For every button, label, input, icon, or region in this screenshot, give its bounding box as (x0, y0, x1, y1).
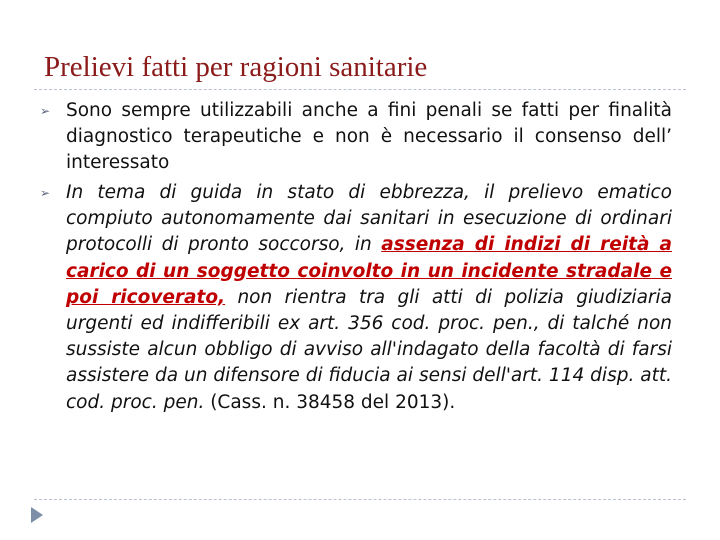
slide-title: Prelievi fatti per ragioni sanitarie (44, 51, 428, 83)
bullet-arrow-icon: ➢ (39, 186, 51, 200)
bullet-2-part-1: In tema di guida in stato di ebbrezza, il prelievo ematico compiuto autonomamente dai sanitari in esecuzione di ordinari protocolli di pronto soccorso, in (66, 182, 672, 256)
title-divider (34, 89, 686, 90)
nav-arrow-icon[interactable] (30, 506, 44, 524)
bullet-2-text (66, 180, 672, 416)
bullet-1-text: Sono sempre utilizzabili anche a fini penali se fatti per finalità diagnostico terapeutiche e non è necessario il consenso dell’ interessato (66, 100, 672, 173)
bullet-2-highlight: assenza di indizi di reità a carico di un soggetto coinvolto in un incidente stradale e poi ricoverato, (66, 234, 673, 308)
footer-divider (34, 499, 686, 500)
bullet-arrow-icon: ➢ (39, 104, 51, 118)
bullet-2-part-2: non rientra tra gli atti di polizia giudiziaria urgenti ed indifferibili ex art. 356 cod. proc. pen., di talché non sussiste alcun obbligo di avviso all'indagato della facoltà di farsi assistere da un difensore di fiducia ai sensi dell'art. 114 disp. att. cod. proc. pen. (66, 286, 672, 413)
bullet-2-end: . (449, 391, 456, 413)
bullet-2-citation: (Cass. n. 38458 del 2013) (204, 391, 450, 413)
